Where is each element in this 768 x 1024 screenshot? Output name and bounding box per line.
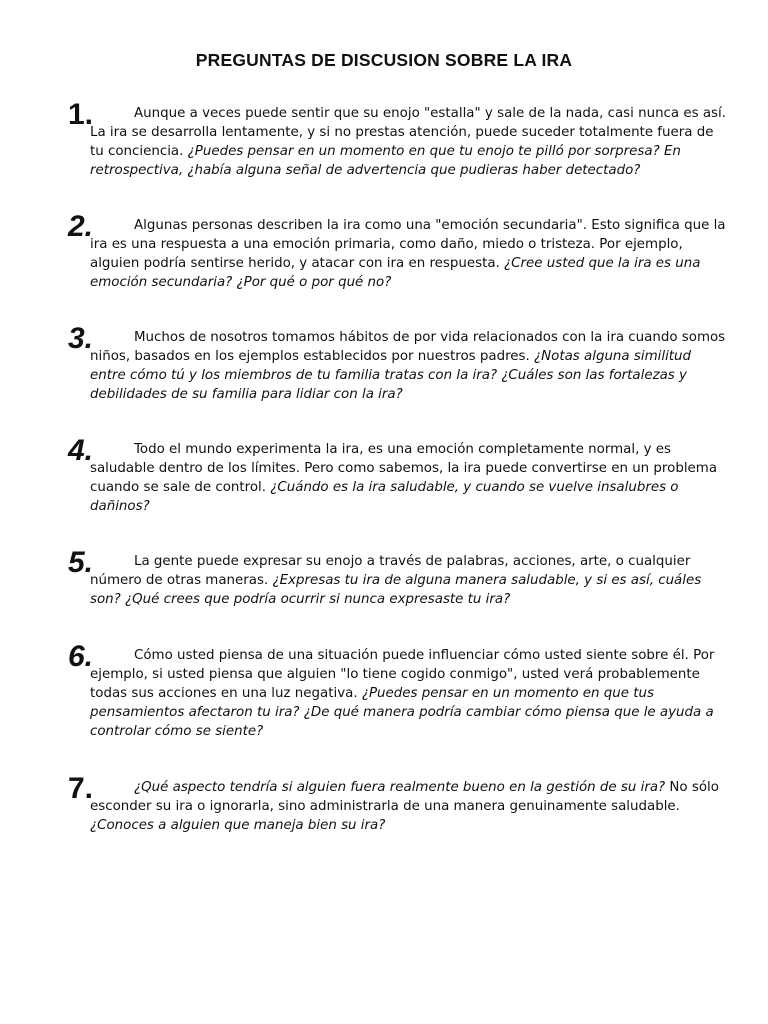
question-text: Cómo usted piensa de una situación puede influenciar cómo usted siente sobre él. Por ejemplo, si usted piensa que alguien "lo tiene cogido conmigo", usted verá probablemente todas sus acciones en una luz negativa. bbox=[90, 648, 715, 701]
question-item bbox=[68, 98, 728, 180]
question-text: Muchos de nosotros tomamos hábitos de por vida relacionados con la ira cuando somos niños, basados en los ejemplos establecidos por nuestros padres. bbox=[90, 330, 726, 364]
question-number: 1. bbox=[68, 98, 94, 131]
question-text: Todo el mundo experimenta la ira, es una emoción completamente normal, y es saludable dentro de los límites. Pero como sabemos, la ira puede convertirse en un problema cuando se sale de control. bbox=[90, 442, 718, 495]
question-number: 6. bbox=[68, 640, 94, 673]
question-item bbox=[68, 210, 728, 292]
question-text: No sólo esconder su ira o ignorarla, sino administrarla de una manera genuinamente saludable. bbox=[90, 780, 719, 814]
question-prompt: ¿Puedes pensar en un momento en que tu enojo te pilló por sorpresa? En retrospectiva, ¿había alguna señal de advertencia que pudieras haber detectado? bbox=[90, 144, 681, 178]
question-number: 5. bbox=[68, 546, 94, 579]
question-prompt: ¿Cree usted que la ira es una emoción secundaria? ¿Por qué o por qué no? bbox=[90, 256, 701, 290]
question-body bbox=[90, 778, 728, 835]
question-item bbox=[68, 772, 728, 835]
question-prompt: ¿Puedes pensar en un momento en que tus pensamientos afectaron tu ira? ¿De qué manera podría cambiar cómo piensa que le ayuda a controlar cómo se siente? bbox=[90, 686, 714, 739]
question-body bbox=[90, 104, 728, 180]
question-text: Aunque a veces puede sentir que su enojo "estalla" y sale de la nada, casi nunca es así. La ira se desarrolla lentamente, y si no prestas atención, puede suceder totalmente fuera de tu conciencia. bbox=[90, 106, 727, 159]
question-prompt: ¿Qué aspecto tendría si alguien fuera realmente bueno en la gestión de su ira? bbox=[134, 780, 666, 795]
question-text: Algunas personas describen la ira como una "emoción secundaria". Esto significa que la ira es una respuesta a una emoción primaria, como daño, miedo o tristeza. Por ejemplo, alguien podría sentirse herido, y atacar con ira en respuesta. bbox=[90, 218, 726, 271]
question-number: 3. bbox=[68, 322, 94, 355]
question-body bbox=[90, 328, 728, 404]
question-item bbox=[68, 322, 728, 404]
question-body bbox=[90, 646, 728, 741]
question-number: 2. bbox=[68, 210, 94, 243]
question-prompt-secondary: ¿Conoces a alguien que maneja bien su ira? bbox=[90, 818, 386, 833]
question-prompt: ¿Expresas tu ira de alguna manera saludable, y si es así, cuáles son? ¿Qué crees que podría ocurrir si nunca expresaste tu ira? bbox=[90, 573, 702, 607]
question-body bbox=[90, 216, 728, 292]
question-item bbox=[68, 546, 728, 609]
question-number: 4. bbox=[68, 434, 94, 467]
question-body bbox=[90, 440, 728, 516]
question-text: La gente puede expresar su enojo a través de palabras, acciones, arte, o cualquier número de otras maneras. bbox=[90, 554, 691, 588]
question-item bbox=[68, 640, 728, 741]
question-prompt: ¿Cuándo es la ira saludable, y cuando se vuelve insalubres o dañinos? bbox=[90, 480, 679, 514]
page-title: PREGUNTAS DE DISCUSION SOBRE LA IRA bbox=[195, 50, 573, 70]
question-body bbox=[90, 552, 728, 609]
question-item bbox=[68, 434, 728, 516]
question-prompt: ¿Notas alguna similitud entre cómo tú y los miembros de tu familia tratas con la ira? ¿Cuáles son las fortalezas y debilidades de su familia para lidiar con la ira? bbox=[90, 349, 692, 402]
question-number: 7. bbox=[68, 772, 94, 805]
